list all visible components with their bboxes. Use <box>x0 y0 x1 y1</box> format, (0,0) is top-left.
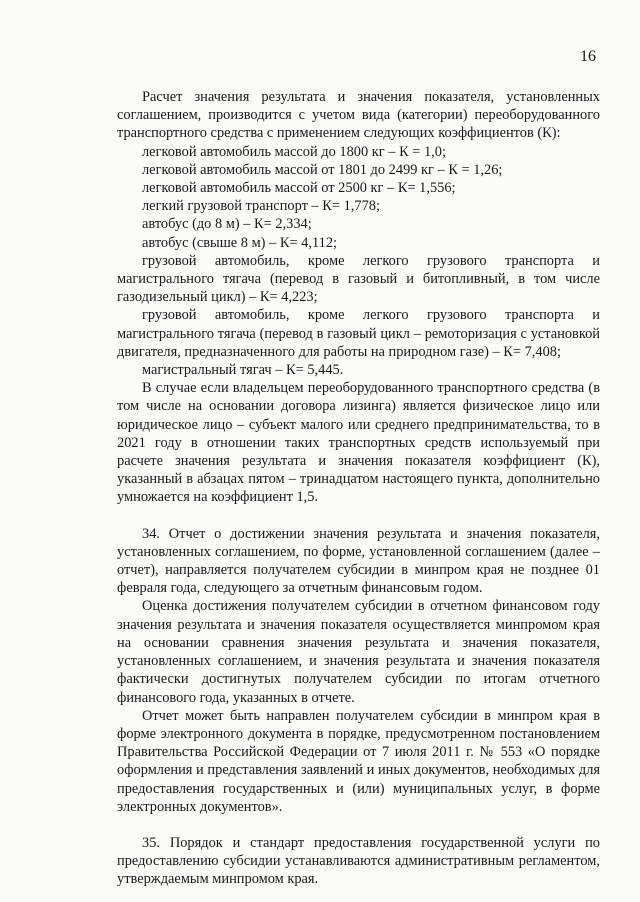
coefficient-item: легковой автомобиль массой от 1801 до 2499 кг – К = 1,26; <box>142 161 503 178</box>
coefficient-item: легковой автомобиль массой до 1800 кг – К = 1,0; <box>142 143 446 160</box>
section-34-paragraph-3: Отчет может быть направлен получателем субсидии в минпром края в форме электронного документа в порядке, предусмотренном постановлением Правительства Российской Федерации от 7 июля 2011 г. № 553 «О порядке оформления и представления заявлений и иных документов, необходимых для предоставления государственных и (или) муниципальных услуг, в форме электронных документов». <box>117 707 600 815</box>
coefficient-item: автобус (до 8 м) – К= 2,334; <box>142 216 312 233</box>
section-spacer <box>117 816 600 834</box>
section-34-paragraph-1: 34. Отчет о достижении значения результата и значения показателя, установленных соглашением, по форме, установленной соглашением (далее – отчет), направляется получателем субсидии в минпром края не позднее 01 февраля года, следующего за отчетным финансовым годом. <box>117 525 600 597</box>
coefficient-item: магистральный тягач – К= 5,445. <box>142 362 344 379</box>
coefficient-item: легковой автомобиль массой от 2500 кг – К= 1,556; <box>142 180 456 197</box>
coefficient-item: грузовой автомобиль, кроме легкого грузового транспорта и магистрального тягача (перевод в газовый цикл – ремоторизация с установкой двигателя, предназначенного для работы на природном газе) – К= 7,408; <box>117 307 600 360</box>
section-35-paragraph: 35. Порядок и стандарт предоставления государственной услуги по предоставлению субсидии устанавливаются административным регламентом, утверждаемым минпромом края. <box>117 834 600 888</box>
document-body <box>117 88 600 889</box>
section-spacer <box>117 507 600 525</box>
coefficient-item: автобус (свыше 8 м) – К= 4,112; <box>142 234 338 251</box>
page-number: 16 <box>580 48 596 65</box>
section-34-paragraph-2: Оценка достижения получателем субсидии в отчетном финансовом году значения результата и значения показателя осуществляется минпромом края на основании сравнения значения результата и значения показателя, установленных соглашением, и значения результата и значения показателя фактически достигнутых получателем субсидии по итогам отчетного финансового года, указанных в отчете. <box>117 598 600 706</box>
coefficient-item: грузовой автомобиль, кроме легкого грузового транспорта и магистрального тягача (перевод в газовый и битопливный, в том числе газодизельный цикл) – К= 4,223; <box>117 252 600 306</box>
coefficient-item: легкий грузовой транспорт – К= 1,778; <box>142 198 380 215</box>
intro-paragraph: Расчет значения результата и значения показателя, установленных соглашением, производится с учетом вида (категории) переоборудованного транспортного средства с применением следующих коэффициентов (К): <box>117 89 600 142</box>
leasing-paragraph: В случае если владельцем переоборудованного транспортного средства (в том числе на основании договора лизинга) является физическое лицо или юридическое лицо – субъект малого или среднего предпринимательства, то в 2021 году в отношении таких транспортных средств используемый при расчете значения результата и значения показателя коэффициент (К), указанный в абзацах пятом – тринадцатом настоящего пункта, дополнительно умножается на коэффициент 1,5. <box>117 380 600 506</box>
